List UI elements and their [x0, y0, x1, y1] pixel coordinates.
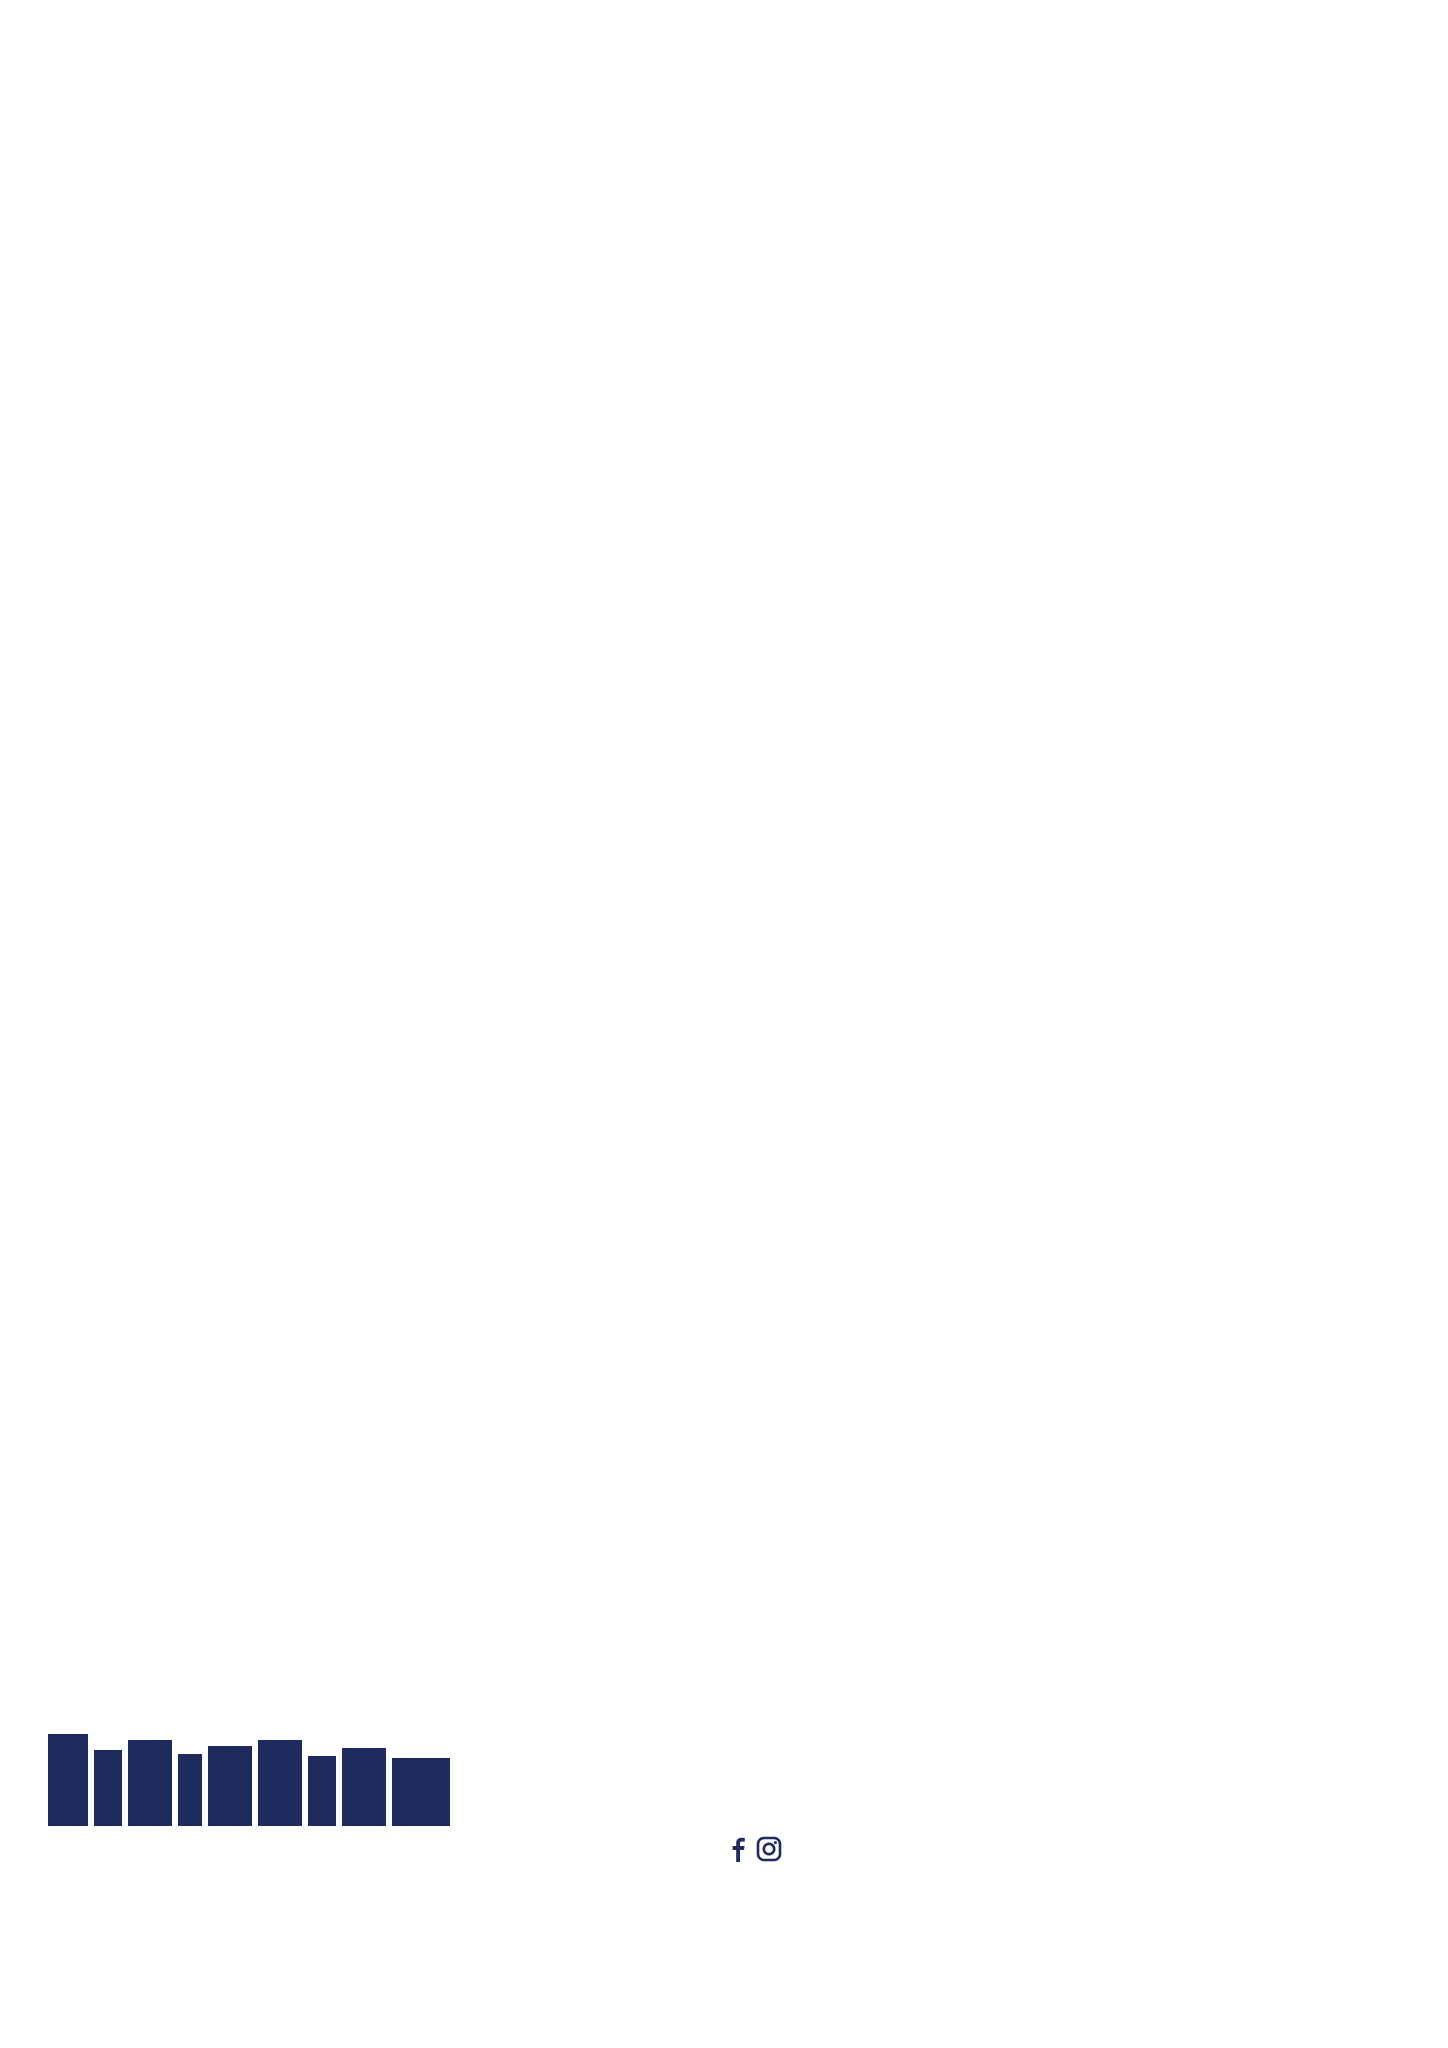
menu-item-dips	[522, 158, 926, 184]
section-paidakia	[985, 186, 1390, 198]
section-special	[522, 158, 926, 202]
menu-column-middle	[522, 140, 926, 254]
top-tile-pattern	[0, 0, 1448, 110]
menu-column-left	[48, 140, 452, 192]
dips-grid	[522, 170, 926, 184]
menu-column-right	[985, 140, 1390, 250]
qr-code[interactable]	[528, 1716, 678, 1866]
bottom-tile-pattern	[0, 1858, 1448, 2048]
